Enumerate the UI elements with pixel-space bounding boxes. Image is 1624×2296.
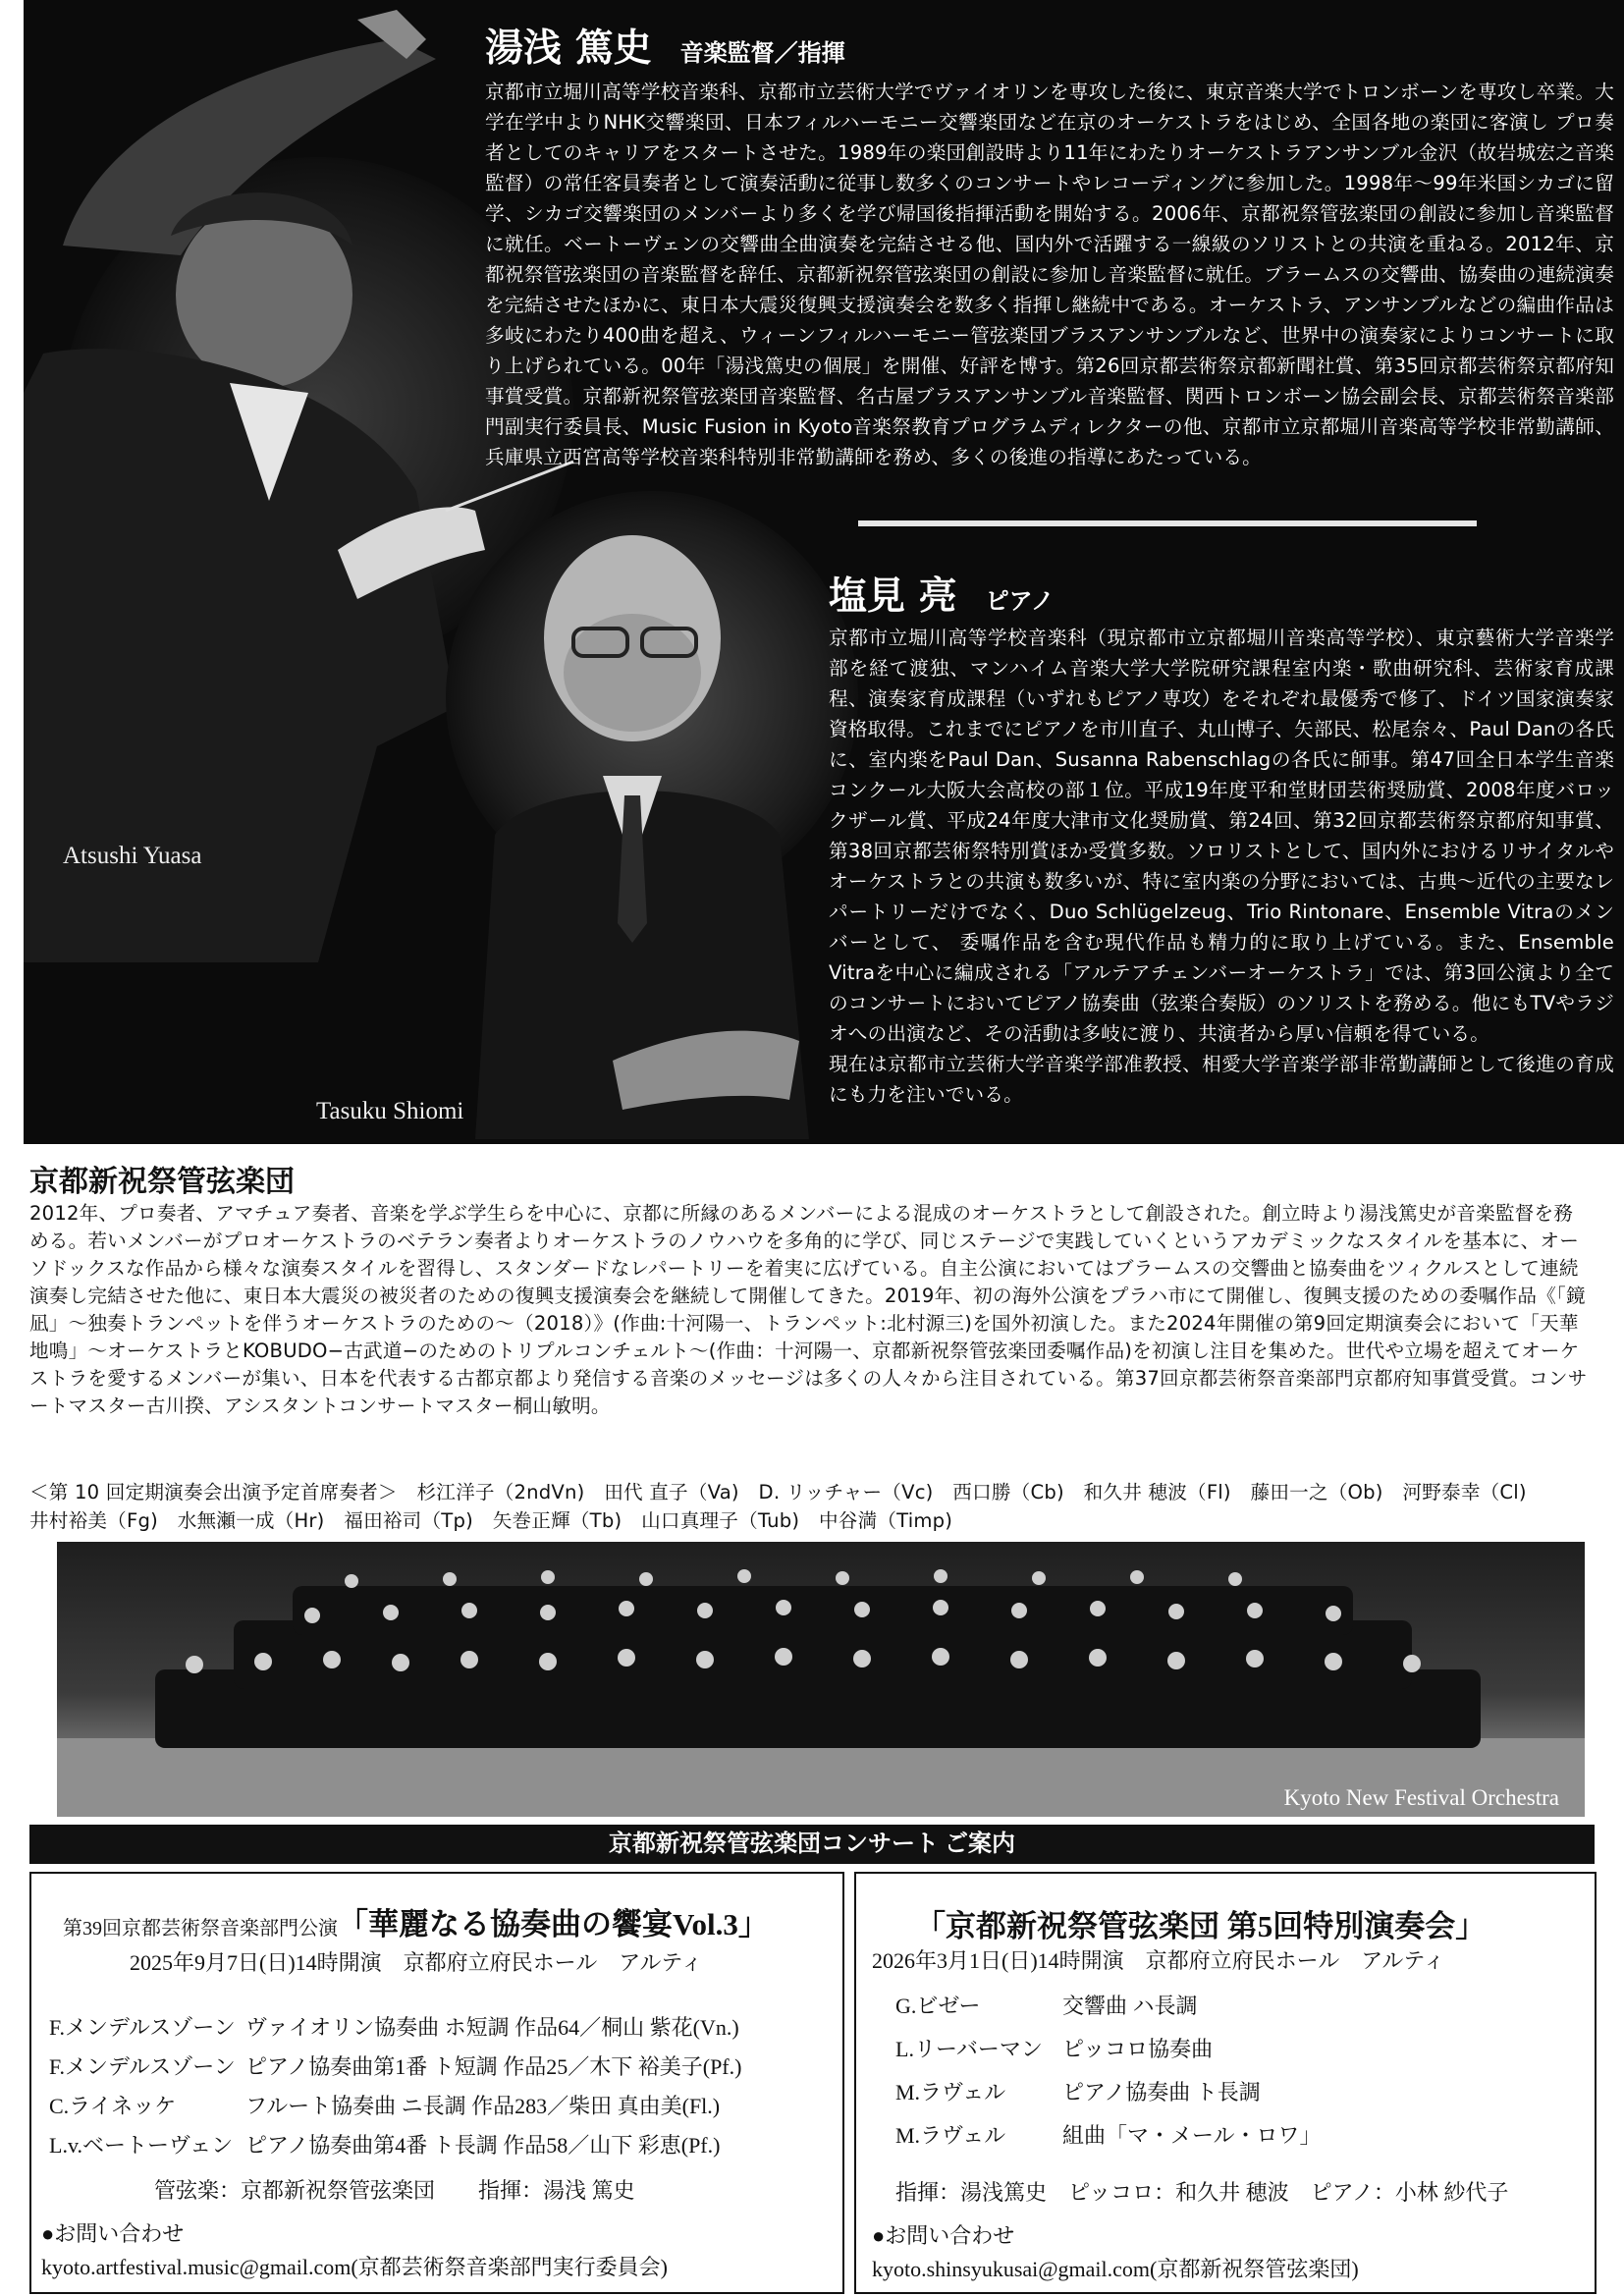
concert-1-program-row [49,2011,739,2042]
concert-1-composer: F.メンデルスゾーン [49,2015,236,2040]
concert-1-heading [63,1899,769,1943]
concert-2-composer: L.リーバーマン [895,2037,1043,2061]
concert-1-program-row [49,2090,720,2120]
conductor-bio: 京都市立堀川高等学校音楽科、京都市立芸術大学でヴァイオリンを専攻した後に、東京音楽大学でトロンボーンを専攻し卒業。大学在学中よりNHK交響楽団、日本フィルハーモニー交響楽団など在京のオーケストラをはじめ、全国各地の楽団に客演し プロ奏者としてのキャリアをスタートさせた。1989年の楽団創設時より11年にわたりオーケストラアンサンブル金沢（故岩城宏之音楽監督）の常任客員奏者として演奏活動に従事し数多くのコンサートやレコーディングに参加した。1998年〜99年米国シカゴに留学、シカゴ交響楽団のメンバーより多くを学び帰国後指揮活動を開始する。2006年、京都祝祭管弦楽団の創設に参加し音楽監督に就任。ベートーヴェンの交響曲全曲演奏を完結させる他、国内外で活躍する一線級のソリストとの共演を重ねる。2012年、京都祝祭管弦楽団の音楽監督を辞任、京都新祝祭管弦楽団の創設に参加し音楽監督に就任。ブラームスの交響曲、協奏曲の連続演奏を完結させたほかに、東日本大震災復興支援演奏会を数多く指揮し継続中である。オーケストラ、アンサンブルなどの編曲作品は多岐にわたり400曲を超え、ウィーンフィルハーモニー管弦楽団ブラスアンサンブルなど、世界中の演奏家によりコンサートに取り上げられている。00年「湯浅篤史の個展」を開催、好評を博す。第26回京都芸術祭京都新聞社賞、第35回京都芸術祭京都府知事賞受賞。京都新祝祭管弦楽団音楽監督、名古屋ブラスアンサンブル音楽監督、関西トロンボーン協会副会長、京都芸術祭音楽部門副実行委員長、Music Fusion in Kyoto音楽祭教育プログラムディレクターの他、京都市立京都堀川音楽高等学校非常勤講師、兵庫県立西宮高等学校音楽科特別非常勤講師を務め、多くの後進の指導にあたっている。 [485,81,1614,468]
concert-1-work: ピアノ協奏曲第1番 ト短調 作品25／木下 裕美子(Pf.) [245,2054,742,2079]
conductor-caption: Atsushi Yuasa [63,843,202,869]
concert-2-box [854,1872,1597,2294]
concert-1-work: ピアノ協奏曲第4番 ト長調 作品58／山下 彩恵(Pf.) [245,2133,721,2158]
concert-2-title: 「京都新祝祭管弦楽団 第5回特別演奏会」 [915,1909,1487,1943]
concert-1-prefix: 第39回京都芸術祭音楽部門公演 [63,1918,338,1940]
pianist-bio: 京都市立堀川高等学校音楽科（現京都市立京都堀川音楽高等学校）、東京藝術大学音楽学部を経て渡独、マンハイム音楽大学大学院研究課程室内楽・歌曲研究科、芸術家育成課程、演奏家育成課程（いずれもピアノ専攻）をそれぞれ最優秀で修了、ドイツ国家演奏家資格取得。これまでにピアノを市川直子、丸山博子、矢部民、松尾奈々、Paul Danの各氏に、室内楽をPaul Dan、Susanna Rabenschlagの各氏に師事。第47回全日本学生音楽コンクール大阪大会高校の部１位。平成19年度平和堂財団芸術奨励賞、2008年度バロックザール賞、平成24年度大津市文化奨励賞、第24回、第32回京都芸術祭京都府知事賞、第38回京都芸術祭特別賞ほか受賞多数。ソロリストとして、国内外におけるリサイタルやオーケストラとの共演も数多いが、特に室内楽の分野においては、古典〜近代の主要なレパートリーだけでなく、Duo Schlügelzeug、Trio Rintonare、Ensemble Vitraのメンバーとして、 委嘱作品を含む現代作品も精力的に取り上げている。また、Ensemble Vitraを中心に編成される「アルテアチェンバーオーケストラ」では、第3回公演より全てのコンサートにおいてピアノ協奏曲（弦楽合奏版）のソリストを務める。他にもTVやラジオへの出演など、その活動は多岐に渡り、共演者から厚い信頼を得ている。 [829,627,1614,1045]
concert-2-work: 交響曲 ハ長調 [1062,1994,1198,2018]
concert-1-date: 2025年9月7日(日)14時開演 京都府立府民ホール アルティ [130,1950,703,1975]
section-divider [858,520,1477,526]
concert-1-composer: C.ライネッケ [49,2094,177,2118]
concert-2-performers: 指揮：湯浅篤史 ピッコロ：和久井 穂波 ピアノ：小林 紗代子 [895,2180,1509,2205]
concert-2-program-row [895,2033,1213,2063]
conductor-name: 湯浅 篤史 [485,26,652,71]
conductor-role: 音楽監督／指揮 [679,39,845,67]
concert-1-composer: L.v.ベートーヴェン [49,2133,234,2158]
concert-2-composer: G.ビゼー [895,1994,981,2018]
pianist-photo [456,511,868,1139]
concert-1-performers: 管弦楽：京都新祝祭管弦楽団 指揮：湯浅 篤史 [154,2178,635,2203]
concert-1-program-row [49,2050,741,2081]
concert-2-work: 組曲「マ・メール・ロワ」 [1062,2123,1322,2148]
orchestra-description: 2012年、プロ奏者、アマチュア奏者、音楽を学ぶ学生らを中心に、京都に所縁のあるメンバーによる混成のオーケストラとして創設された。創立時より湯浅篤史が音楽監督を務める。若いメンバーがプロオーケストラのベテラン奏者よりオーケストラのノウハウを多角的に学び、同じステージで実践していくというアカデミックなスタイルを基本に、オーソドックスな作品から様々な演奏スタイルを習得し、スタンダードなレパートリーを着実に広げている。自主公演においてはブラームスの交響曲と協奏曲をツィクルスとして連続演奏し完結させた他に、東日本大震災の被災者のための復興支援演奏会を継続して開催してきた。2019年、初の海外公演をプラハ市にて開催し、復興支援のための委嘱作品《「鏡凪」〜独奏トランペットを伴うオーケストラのための〜（2018）》(作曲:十河陽一、トランペット:北村源三)を国外初演した。また2024年開催の第9回定期演奏会において「天華地鳴」〜オーケストラとKOBUDO−古武道−のためのトリプルコンチェルト〜(作曲：十河陽一、京都新祝祭管弦楽団委嘱作品)を初演し注目を集めた。世代や立場を超えてオーケストラを愛するメンバーが集い、日本を代表する古都京都より発信する音楽のメッセージは多くの人々から注目されている。第37回京都芸術祭音楽部門京都府知事賞受賞。コンサートマスター古川揆、アシスタントコンサートマスター桐山敏明。 [29,1202,1588,1417]
conductor-section [485,18,1614,472]
concert-2-work: ピッコロ協奏曲 [1062,2037,1214,2061]
concert-1-contact-label: ●お問い合わせ [41,2221,185,2246]
concert-2-composer: M.ラヴェル [895,2080,1006,2105]
orchestra-title: 京都新祝祭管弦楽団 [29,1165,295,1199]
pianist-section [829,566,1614,1110]
principals-line-1: ＜第 10 回定期演奏会出演予定首席奏者＞ 杉江洋子（2ndVn) 田代 直子（Va) D. リッチャー（Vc) 西口勝（Cb) 和久井 穂波（Fl) 藤田一之（Ob) 河野泰幸（Cl) [29,1481,1527,1503]
concert-1-work: ヴァイオリン協奏曲 ホ短調 作品64／桐山 紫花(Vn.) [245,2015,739,2040]
pianist-name: 塩見 亮 [829,574,957,619]
concert-2-composer: M.ラヴェル [895,2123,1006,2148]
concert-2-program-row [895,2076,1261,2106]
concert-1-title: 「華麗なる協奏曲の饗宴Vol.3」 [338,1907,769,1941]
orchestra-photo [57,1542,1585,1817]
concert-2-date: 2026年3月1日(日)14時開演 京都府立府民ホール アルティ [872,1948,1445,1973]
concert-1-program-row [49,2129,720,2159]
pianist-role: ピアノ [985,587,1055,615]
concert-2-work: ピアノ協奏曲 ト長調 [1062,2080,1261,2105]
concert-1-work: フルート協奏曲 ニ長調 作品283／柴田 真由美(Fl.) [245,2094,721,2118]
top-photo-panel [24,0,1624,1144]
concerts-header: 京都新祝祭管弦楽団コンサート ご案内 [609,1831,1015,1857]
concert-2-contact-label: ●お問い合わせ [872,2223,1015,2248]
pianist-bio-current: 現在は京都市立芸術大学音楽学部准教授、相愛大学音楽学部非常勤講師として後進の育成にも力を注いでいる。 [829,1053,1614,1106]
orchestra-members-graphic [57,1542,1585,1817]
concerts-header-bar [29,1825,1595,1864]
concert-2-program-row [895,2119,1322,2150]
concert-1-contact-email[interactable]: kyoto.artfestival.music@gmail.com(京都芸術祭音楽部門実行委員会) [41,2255,669,2279]
concert-1-box [29,1872,844,2294]
concert-1-composer: F.メンデルスゾーン [49,2054,236,2079]
pianist-caption: Tasuku Shiomi [316,1098,464,1124]
concert-2-program-row [895,1990,1198,2020]
concert-2-contact-email[interactable]: kyoto.shinsyukusai@gmail.com(京都新祝祭管弦楽団) [872,2257,1359,2281]
orchestra-photo-caption: Kyoto New Festival Orchestra [1283,1785,1559,1810]
principals-line-2: 井村裕美（Fg) 水無瀬一成（Hr) 福田裕司（Tp) 矢巻正輝（Tb) 山口真理子（Tub) 中谷満（Timp) [29,1509,953,1532]
